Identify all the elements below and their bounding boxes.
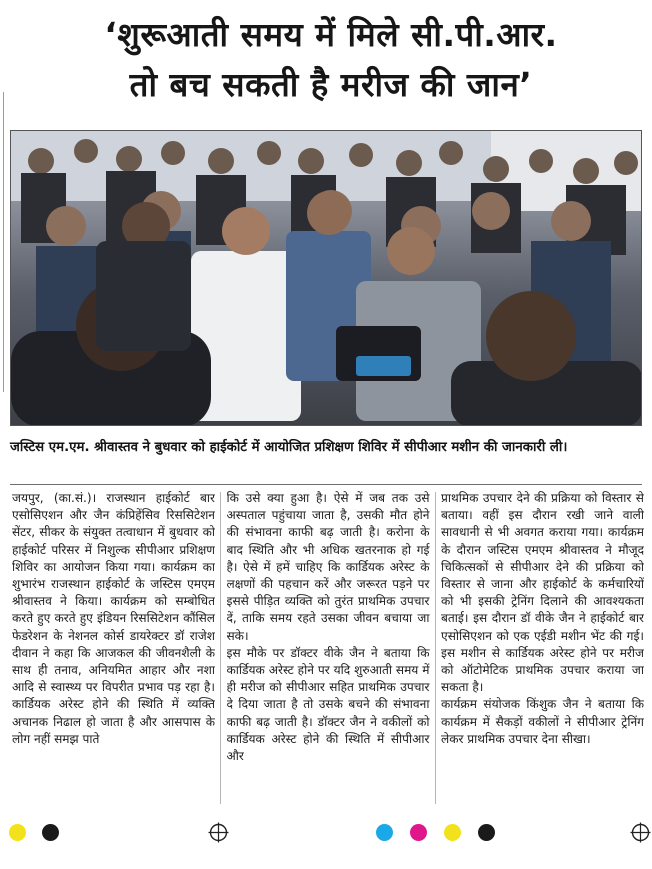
article-body: [12, 490, 644, 810]
article-column-3: प्राथमिक उपचार देने की प्रक्रिया को विस्तार से बताया। वहीं इस दौरान रखी जाने वाली सावधानी से भी अवगत कराया गया। कार्यक्रम के दौरान जस्टिस एमएम श्रीवास्तव ने मौजूद चिकित्सकों से सीपीआर देने की प्रक्रिया को विस्तार से जाना और हाईकोर्ट के कर्मचारियों को भी इसकी ट्रेनिंग दिलाने की आवश्यकता बताई। इस दौरान डॉ वीके जैन ने हाईकोर्ट बार एसोसिएशन को एक एईडी मशीन भेंट की गई। इस मशीन से कार्डियक अरेस्ट होने पर मरीज को ऑटोमेटिक प्राथमिक उपचार कराया जा सकता है। कार्यक्रम संयोजक किंशुक जैन ने बताया कि कार्यक्रम में सैकड़ों वकीलों ने सीपीआर ट्रेनिंग लेकर प्राथमिक उपचार देना सीखा।: [441, 491, 644, 746]
article-column-1: जयपुर, (का.सं.)। राजस्थान हाईकोर्ट बार एसोसिएशन और जैन कंप्रिहेंसिव रिससिटेशन सेंटर, सीकर के संयुक्त तत्वाधान में बुधवार को हाईकोर्ट परिसर में निशुल्क सीपीआर प्रशिक्षण शिविर का आयोजन किया गया। कार्यक्रम का शुभारंभ राजस्थान हाईकोर्ट के जस्टिस एमएम श्रीवास्तव ने किया। कार्यक्रम को सम्बोधित करते हुए करते हुए इंडियन रिससिटेशन कौंसिल फेडरेशन के नेशनल कोर्स डायरेक्टर डॉ राजेश दीवान ने कहा कि आजकल की जीवनशैली के साथ ही तनाव, अनियमित आहार और नशा आदि से स्वास्थ्य पर विपरीत प्रभाव पड़ रहा है। कार्डियक अरेस्ट होने की स्थिति में व्यक्ति अचानक निढाल हो जाता है और आसपास के लोग नहीं समझ पाते: [12, 491, 215, 746]
headline-line-1: ‘शुरूआती समय में मिले सी.पी.आर.: [104, 15, 558, 54]
headline: [18, 10, 644, 110]
registration-crosshair-icon: [630, 822, 651, 843]
article-column-2: कि उसे क्या हुआ है। ऐसे में जब तक उसे अस्पताल पहुंचाया जाता है, उसकी मौत होने की संभावना काफी बढ़ जाती है। करोना के बाद स्थिति और भी अधिक खतरनाक हो गई है। ऐसे में हमें चाहिए कि कार्डियक अरेस्ट के लक्षणों की पहचान करें और जरूरत पड़ने पर इससे पीड़ित व्यक्ति को तुरंत प्राथमिक उपचार दें, ताकि समय रहते उसका जीवन बचाया जा सके। इस मौके पर डॉक्टर वीके जैन ने बताया कि कार्डियक अरेस्ट होने पर यदि शुरुआती समय में ही मरीज को सीपीआर सहित प्राथमिक उपचार दे दिया जाता है तो उसके बचने की संभावना काफी बढ़ जाती है। डॉक्टर जैन ने वकीलों को कार्डियक अरेस्ट होने की स्थिति में सीपीआर और: [226, 491, 430, 764]
column-divider: [220, 492, 221, 804]
color-dot-cyan: [376, 824, 393, 841]
headline-line-2: तो बच सकती है मरीज की जान’: [129, 65, 533, 104]
color-dot-yellow: [444, 824, 461, 841]
color-dot-magenta: [410, 824, 427, 841]
registration-crosshair-icon: [208, 822, 229, 843]
photo-illustration: [11, 131, 642, 426]
color-dot-black: [42, 824, 59, 841]
photo-caption: जस्टिस एम.एम. श्रीवास्तव ने बुधवार को हाईकोर्ट में आयोजित प्रशिक्षण शिविर में सीपीआर मशीन की जानकारी ली।: [10, 440, 568, 455]
news-photo: [10, 130, 642, 426]
caption-divider: [10, 484, 642, 485]
column-rule: [3, 92, 4, 392]
color-dot-black: [478, 824, 495, 841]
print-registration-marks: [0, 818, 652, 848]
color-dot-yellow: [9, 824, 26, 841]
column-divider: [435, 492, 436, 804]
